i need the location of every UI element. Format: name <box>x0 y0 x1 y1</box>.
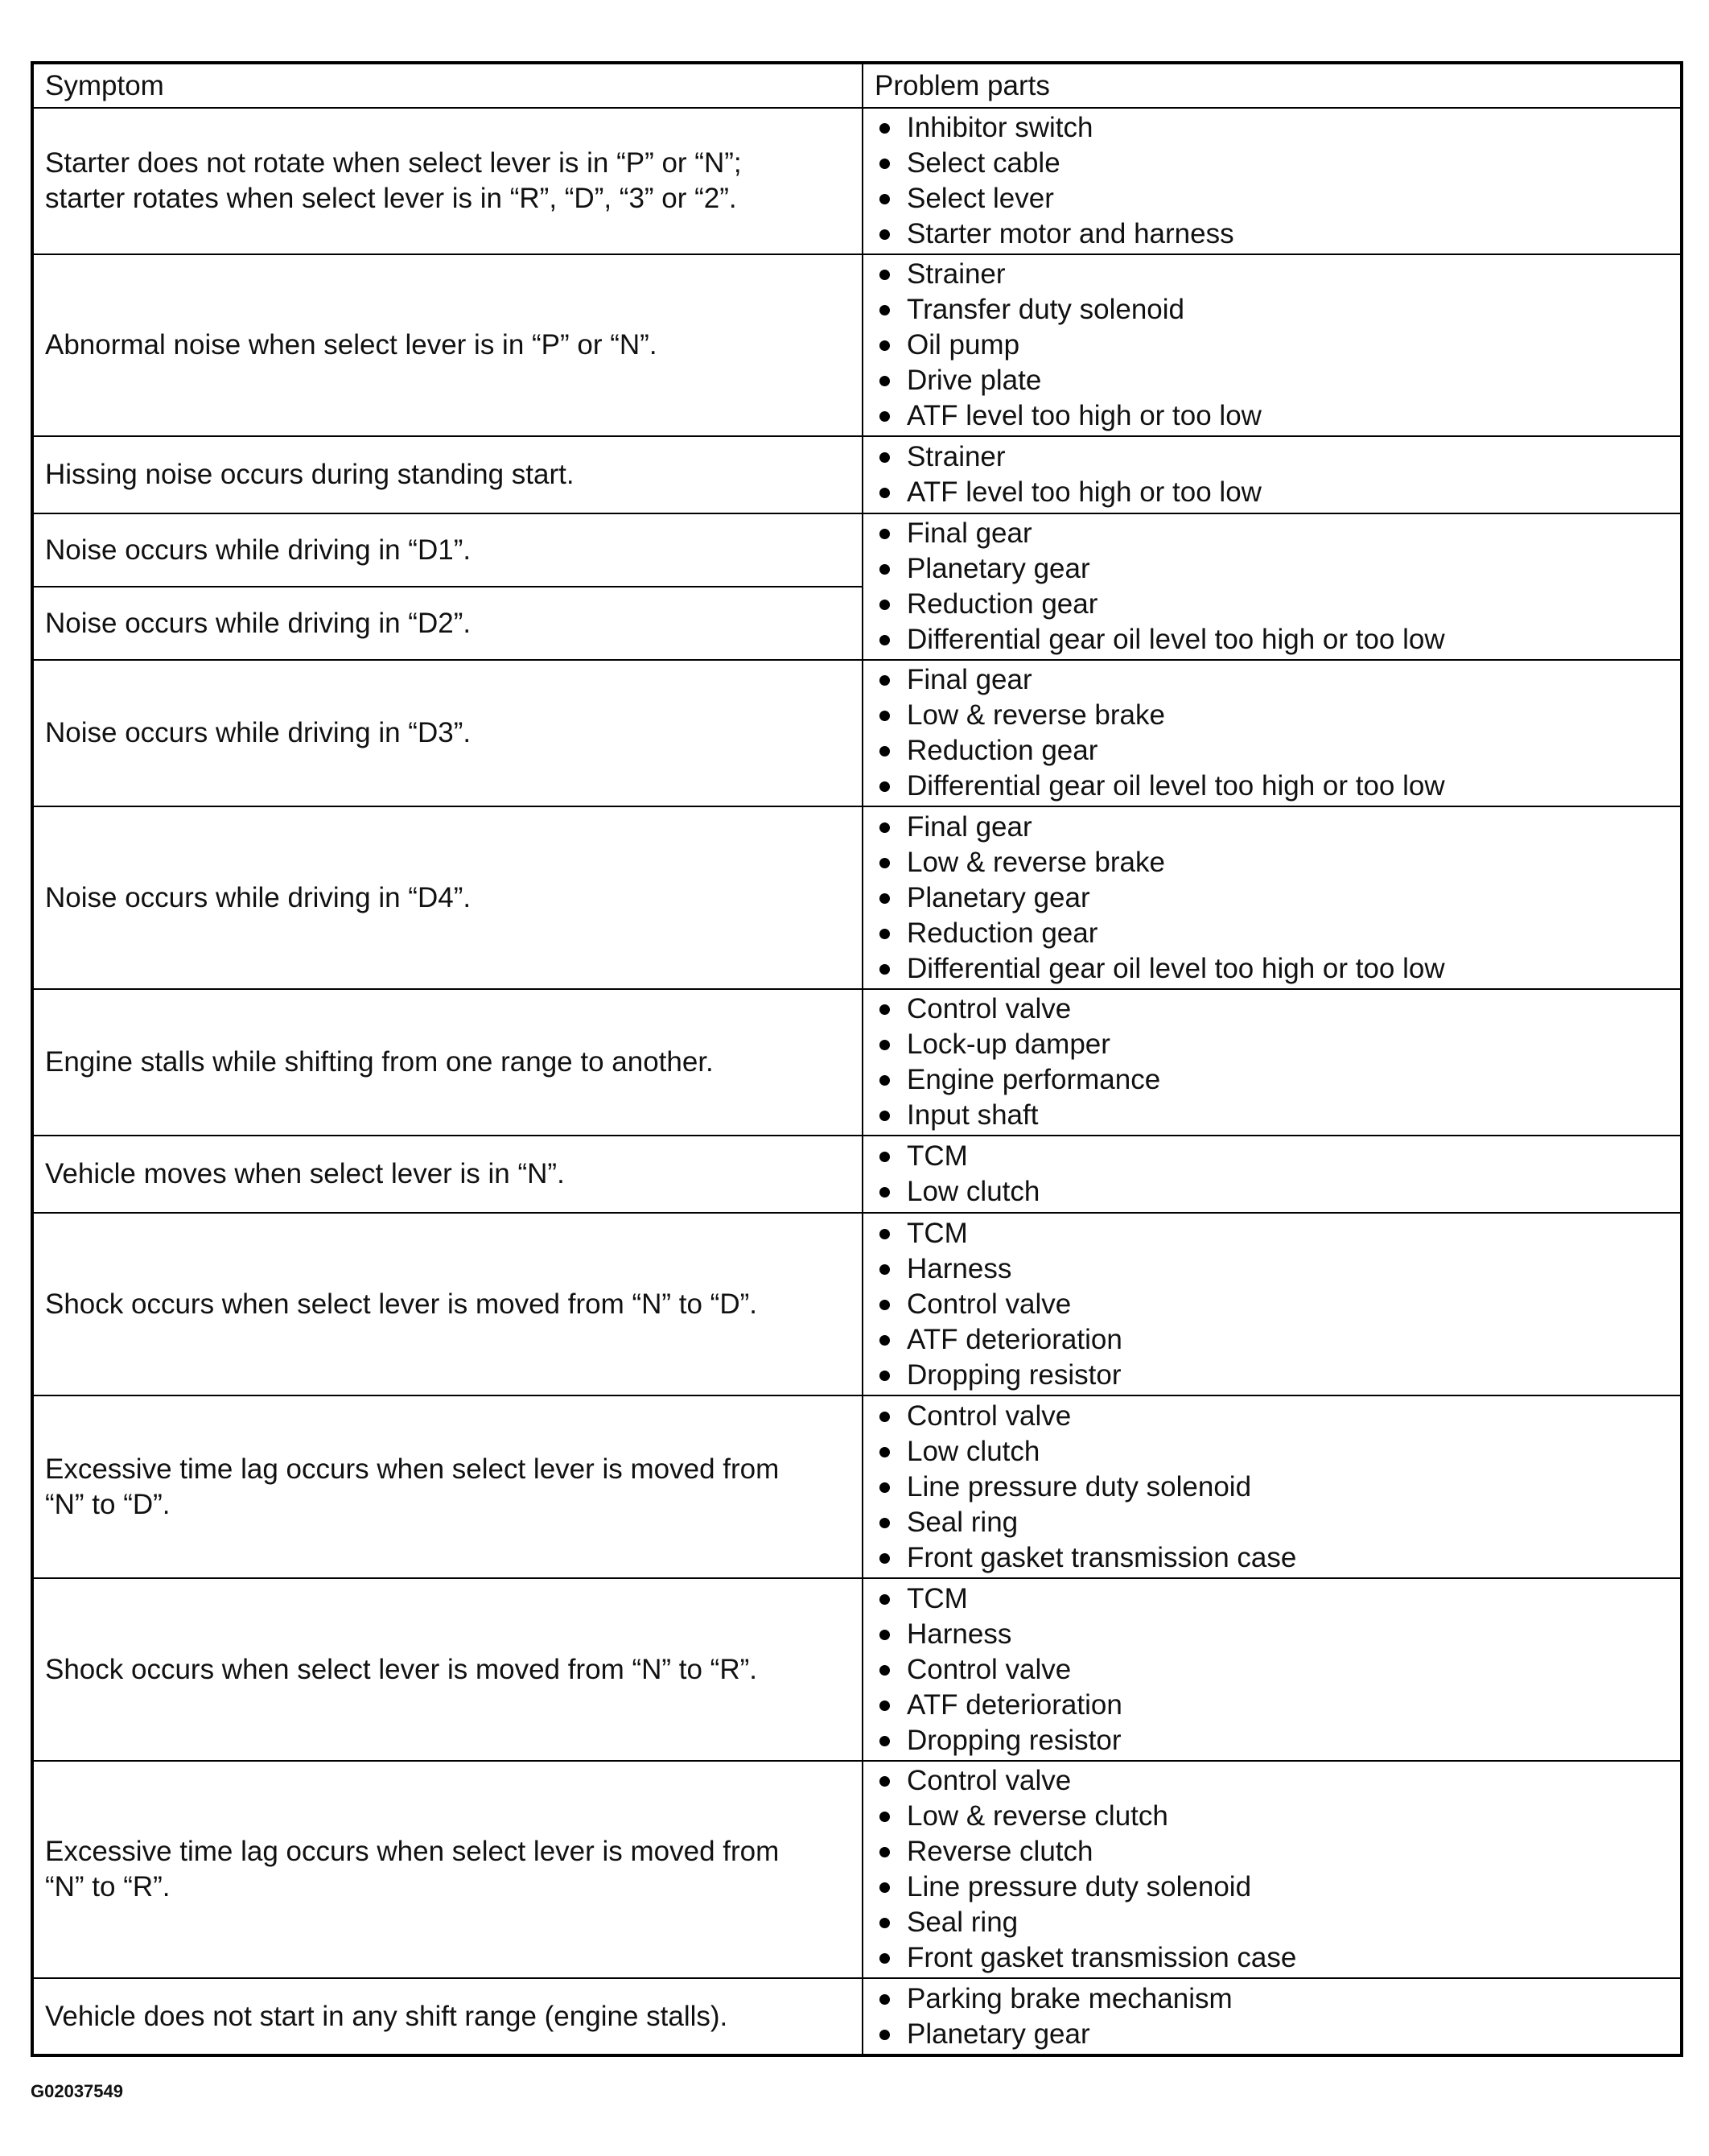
parts-cell <box>863 436 1682 513</box>
table-row <box>32 1578 1682 1761</box>
part-item: Control valve <box>875 991 1669 1027</box>
parts-list <box>875 1139 1669 1210</box>
part-item: TCM <box>875 1216 1669 1251</box>
part-item: Planetary gear <box>875 880 1669 916</box>
table-row <box>32 989 1682 1136</box>
part-item: Reduction gear <box>875 733 1669 769</box>
part-item: Harness <box>875 1617 1669 1652</box>
table-row <box>32 108 1682 254</box>
symptom-cell: Excessive time lag occurs when select lever is moved from “N” to “R”. <box>32 1761 863 1978</box>
symptom-cell: Noise occurs while driving in “D4”. <box>32 806 863 989</box>
table-row <box>32 1761 1682 1978</box>
part-item: Select cable <box>875 146 1669 181</box>
part-item: Drive plate <box>875 363 1669 398</box>
symptom-cell: Noise occurs while driving in “D1”. <box>32 513 863 587</box>
part-item: Transfer duty solenoid <box>875 292 1669 328</box>
parts-cell <box>863 1395 1682 1578</box>
table-row <box>32 806 1682 989</box>
table-row <box>32 254 1682 436</box>
symptom-cell: Noise occurs while driving in “D2”. <box>32 587 863 660</box>
table-row <box>32 436 1682 513</box>
parts-cell <box>863 660 1682 806</box>
part-item: Lock-up damper <box>875 1027 1669 1062</box>
table-row <box>32 1978 1682 2055</box>
parts-list <box>875 1763 1669 1976</box>
part-item: Low clutch <box>875 1174 1669 1210</box>
part-item: Line pressure duty solenoid <box>875 1470 1669 1505</box>
part-item: Reduction gear <box>875 916 1669 951</box>
part-item: Planetary gear <box>875 551 1669 587</box>
part-item: Inhibitor switch <box>875 110 1669 146</box>
parts-list <box>875 810 1669 987</box>
parts-cell <box>863 254 1682 436</box>
part-item: TCM <box>875 1139 1669 1174</box>
symptom-cell: Shock occurs when select lever is moved from “N” to “R”. <box>32 1578 863 1761</box>
part-item: Strainer <box>875 439 1669 475</box>
part-item: Front gasket transmission case <box>875 1540 1669 1576</box>
part-item: Control valve <box>875 1287 1669 1322</box>
part-item: Low & reverse brake <box>875 845 1669 880</box>
symptom-cell: Vehicle does not start in any shift range (engine stalls). <box>32 1978 863 2055</box>
part-item: Seal ring <box>875 1905 1669 1940</box>
table-row <box>32 1395 1682 1578</box>
part-item: Input shaft <box>875 1098 1669 1133</box>
part-item: Differential gear oil level too high or too low <box>875 951 1669 987</box>
symptom-cell: Shock occurs when select lever is moved from “N” to “D”. <box>32 1213 863 1395</box>
part-item: Parking brake mechanism <box>875 1981 1669 2017</box>
part-item: Final gear <box>875 662 1669 698</box>
table-row <box>32 660 1682 806</box>
part-item: Reverse clutch <box>875 1834 1669 1869</box>
table-row <box>32 1213 1682 1395</box>
troubleshooting-table <box>31 61 1683 2057</box>
part-item: Seal ring <box>875 1505 1669 1540</box>
parts-list <box>875 1981 1669 2052</box>
part-item: Planetary gear <box>875 2017 1669 2052</box>
parts-list <box>875 662 1669 804</box>
part-item: Line pressure duty solenoid <box>875 1869 1669 1905</box>
part-item: Select lever <box>875 181 1669 216</box>
parts-list <box>875 991 1669 1133</box>
part-item: Control valve <box>875 1652 1669 1688</box>
part-item: ATF deterioration <box>875 1688 1669 1723</box>
symptom-cell: Noise occurs while driving in “D3”. <box>32 660 863 806</box>
part-item: ATF level too high or too low <box>875 398 1669 434</box>
header-row <box>32 63 1682 108</box>
table-row <box>32 513 1682 587</box>
part-item: Reduction gear <box>875 587 1669 622</box>
part-item: Low & reverse brake <box>875 698 1669 733</box>
part-item: Dropping resistor <box>875 1358 1669 1393</box>
parts-cell <box>863 806 1682 989</box>
part-item: ATF level too high or too low <box>875 475 1669 510</box>
part-item: Low clutch <box>875 1434 1669 1470</box>
part-item: Harness <box>875 1251 1669 1287</box>
symptom-cell: Vehicle moves when select lever is in “N”. <box>32 1136 863 1213</box>
part-item: Starter motor and harness <box>875 216 1669 252</box>
part-item: Differential gear oil level too high or too low <box>875 769 1669 804</box>
table-row <box>32 1136 1682 1213</box>
symptom-cell: Abnormal noise when select lever is in “P” or “N”. <box>32 254 863 436</box>
parts-list <box>875 257 1669 434</box>
parts-cell <box>863 989 1682 1136</box>
part-item: Strainer <box>875 257 1669 292</box>
part-item: Final gear <box>875 516 1669 551</box>
part-item: Control valve <box>875 1763 1669 1799</box>
part-item: ATF deterioration <box>875 1322 1669 1358</box>
parts-cell <box>863 513 1682 660</box>
parts-list <box>875 1216 1669 1393</box>
parts-list <box>875 1399 1669 1576</box>
part-item: TCM <box>875 1581 1669 1617</box>
parts-cell <box>863 1761 1682 1978</box>
figure-code: G02037549 <box>31 2081 123 2101</box>
part-item: Engine performance <box>875 1062 1669 1098</box>
part-item: Differential gear oil level too high or too low <box>875 622 1669 658</box>
part-item: Oil pump <box>875 328 1669 363</box>
parts-list <box>875 1581 1669 1758</box>
parts-cell <box>863 1978 1682 2055</box>
parts-cell <box>863 1136 1682 1213</box>
part-item: Front gasket transmission case <box>875 1940 1669 1976</box>
parts-cell <box>863 108 1682 254</box>
parts-list <box>875 516 1669 658</box>
problem-parts-header: Problem parts <box>863 63 1682 108</box>
parts-list <box>875 110 1669 252</box>
parts-cell <box>863 1213 1682 1395</box>
part-item: Dropping resistor <box>875 1723 1669 1758</box>
symptom-header: Symptom <box>32 63 863 108</box>
symptom-cell: Excessive time lag occurs when select lever is moved from “N” to “D”. <box>32 1395 863 1578</box>
symptom-cell: Starter does not rotate when select lever is in “P” or “N”; starter rotates when select lever is in “R”, “D”, “3” or “2”. <box>32 108 863 254</box>
parts-cell <box>863 1578 1682 1761</box>
parts-list <box>875 439 1669 510</box>
symptom-cell: Engine stalls while shifting from one range to another. <box>32 989 863 1136</box>
symptom-cell: Hissing noise occurs during standing start. <box>32 436 863 513</box>
part-item: Low & reverse clutch <box>875 1799 1669 1834</box>
part-item: Control valve <box>875 1399 1669 1434</box>
part-item: Final gear <box>875 810 1669 845</box>
